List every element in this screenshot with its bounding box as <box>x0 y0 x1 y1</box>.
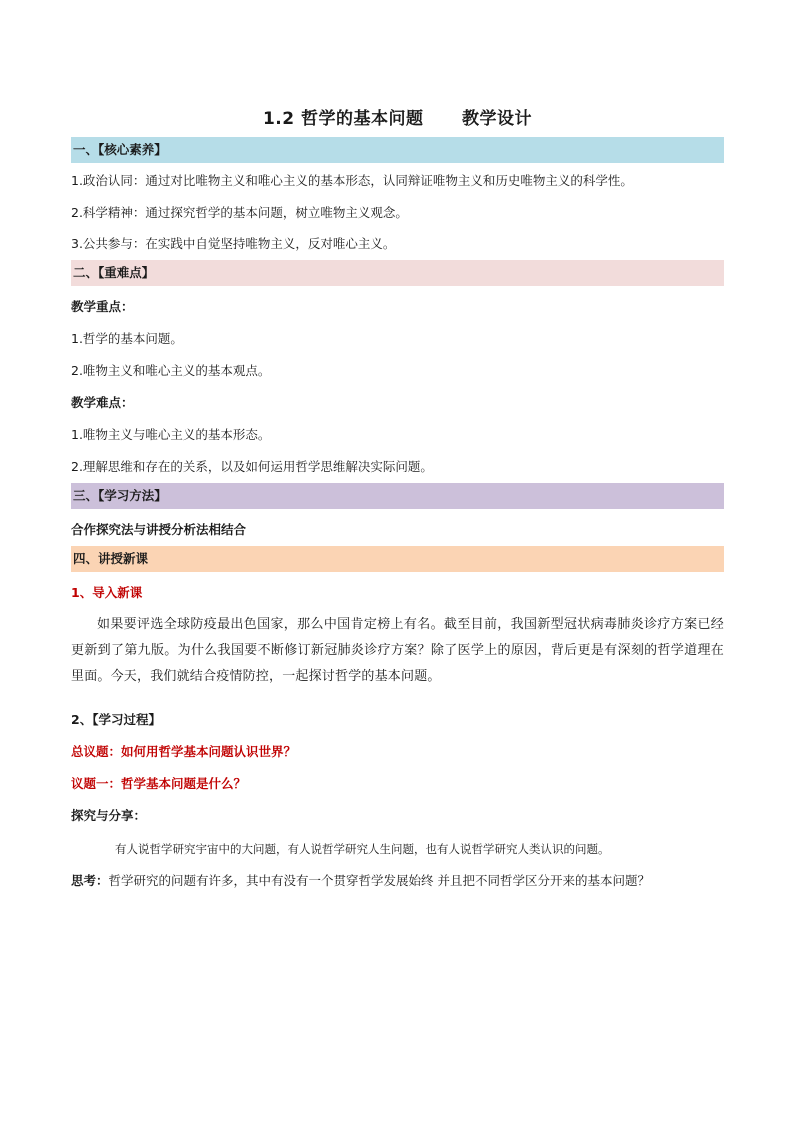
focus-item-2: 2.唯物主义和唯心主义的基本观点。 <box>71 363 271 378</box>
difficulty-label: 教学难点： <box>71 395 134 410</box>
main-topic: 总议题：如何用哲学基本问题认识世界？ <box>71 744 297 759</box>
difficulty-item-2: 2.理解思维和存在的关系，以及如何运用哲学思维解决实际问题。 <box>71 459 433 474</box>
think-label: 思考： <box>71 873 109 888</box>
section-heading-key: 二、【重难点】 <box>71 260 724 286</box>
core-item-2: 2.科学精神：通过探究哲学的基本问题，树立唯物主义观念。 <box>71 205 408 220</box>
core-item-1: 1.政治认同：通过对比唯物主义和唯心主义的基本形态，认同辩证唯物主义和历史唯物主义的科学性。 <box>71 173 633 188</box>
difficulty-item-1: 1.唯物主义与唯心主义的基本形态。 <box>71 427 271 442</box>
intro-label: 1、导入新课 <box>71 585 143 600</box>
core-item-3: 3.公共参与：在实践中自觉坚持唯物主义，反对唯心主义。 <box>71 236 396 251</box>
explore-quote: 有人说哲学研究宇宙中的大问题，有人说哲学研究人生问题，也有人说哲学研究人类认识的问题。 <box>115 842 610 856</box>
process-label: 2、【学习过程】 <box>71 712 161 727</box>
page-title: 1.2 哲学的基本问题 教学设计 <box>262 109 533 129</box>
section-heading-teaching: 四、讲授新课 <box>71 546 724 572</box>
focus-label: 教学重点： <box>71 299 134 314</box>
focus-item-1: 1.哲学的基本问题。 <box>71 331 183 346</box>
topic-one: 议题一：哲学基本问题是什么？ <box>71 776 247 791</box>
think-row <box>71 872 731 890</box>
explore-label: 探究与分享： <box>71 808 147 823</box>
intro-paragraph: 如果要评选全球防疫最出色国家，那么中国肯定榜上有名。截至目前，我国新型冠状病毒肺炎诊疗方案已经更新到了第九版。为什么我国要不断修订新冠肺炎诊疗方案？除了医学上的原因，背后更是有深刻的哲学道理在里面。今天，我们就结合疫情防控，一起探讨哲学的基本问题。 <box>71 617 724 684</box>
section-heading-method: 三、【学习方法】 <box>71 483 724 509</box>
method-text: 合作探究法与讲授分析法相结合 <box>71 522 247 537</box>
think-text: 哲学研究的问题有许多，其中有没有一个贯穿哲学发展始终 并且把不同哲学区分开来的基本问题？ <box>108 873 650 888</box>
section-heading-core: 一、【核心素养】 <box>71 137 724 163</box>
